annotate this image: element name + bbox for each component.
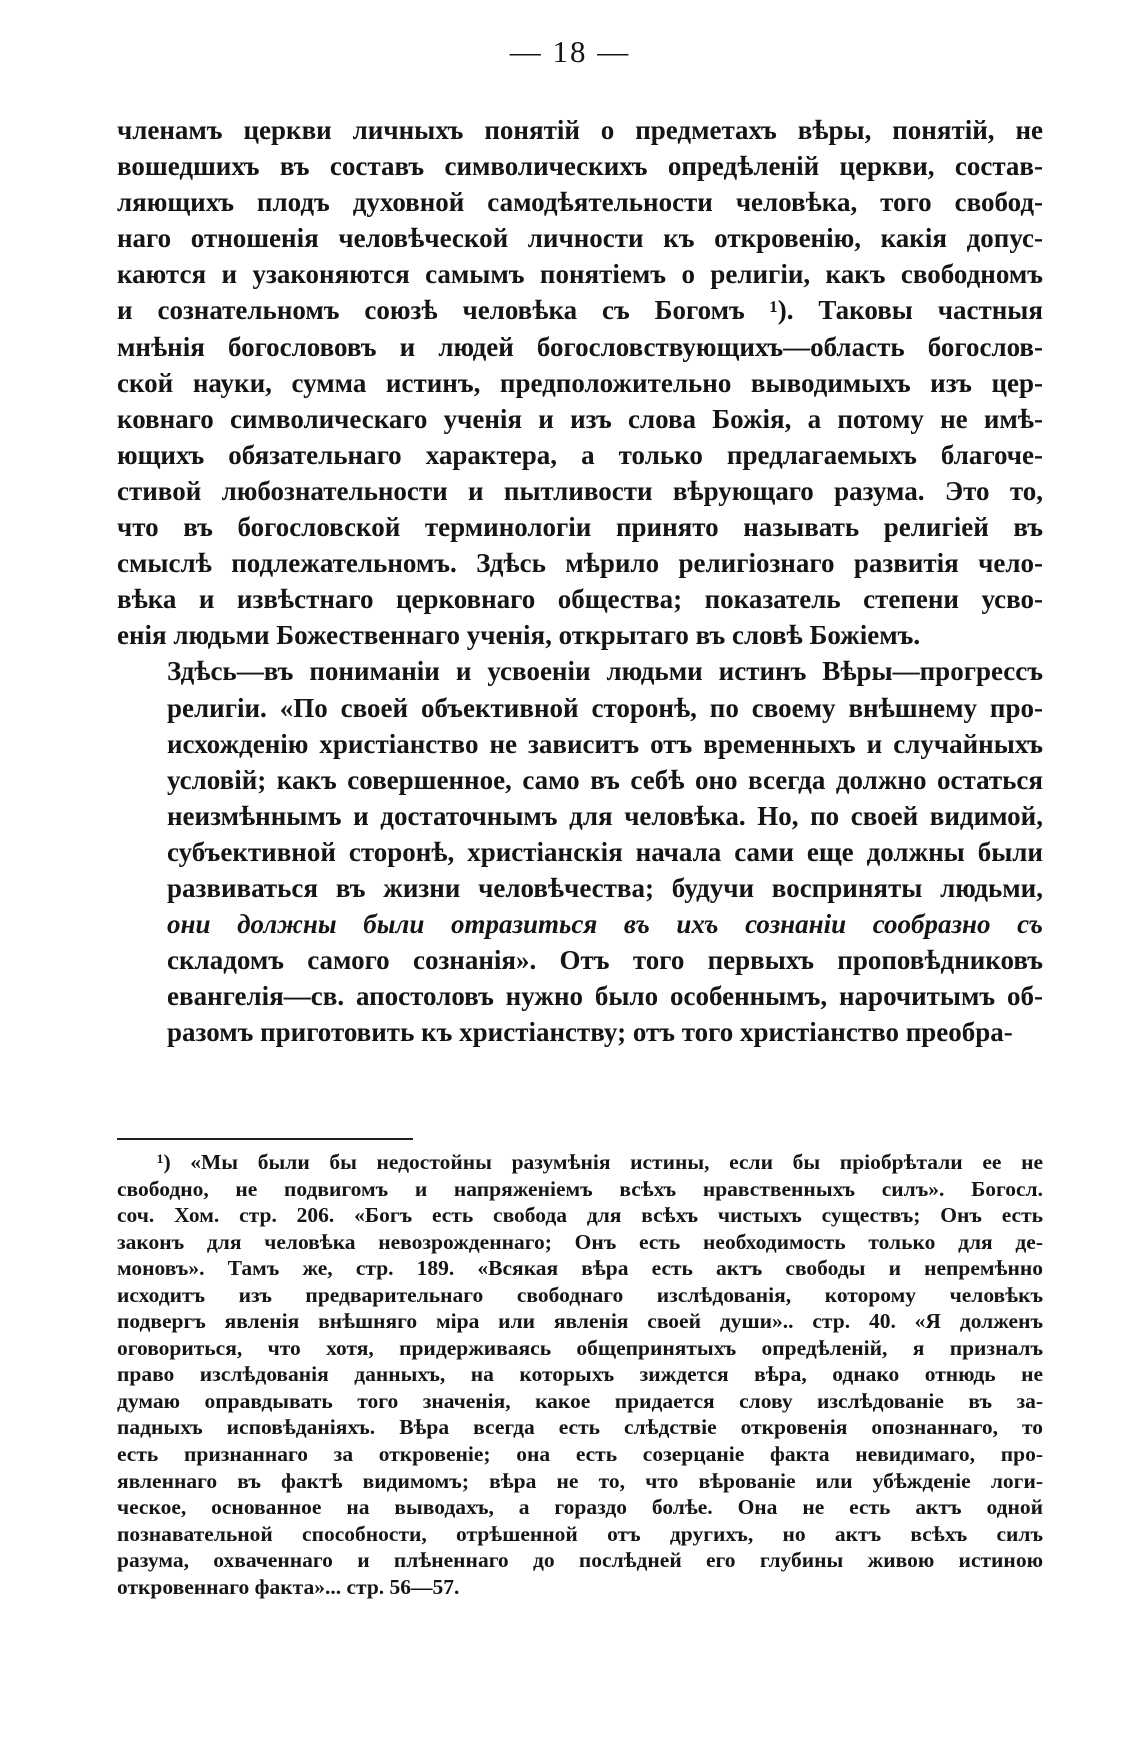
footnote-line: свободно, не подвигомъ и напряженіемъ всѣхъ нравственныхъ силъ». Богосл. (117, 1176, 1043, 1201)
paragraph-2 (117, 653, 1043, 1050)
footnote (117, 1149, 1043, 1600)
text-line: субъективной сторонѣ, христіанскія начала сами еще должны были (167, 836, 1043, 867)
text-line: вошедшихъ въ составъ символическихъ опредѣленій церкви, состав- (117, 151, 1043, 182)
text-line: что въ богословской терминологіи принято называть религіей въ (117, 512, 1043, 543)
footnote-line: подвергъ явленія внѣшняго міра или явленія своей души».. стр. 40. «Я долженъ (117, 1309, 1043, 1334)
text-line: развиваться въ жизни человѣчества; будучи восприняты людьми, (167, 872, 1043, 903)
text-line: религіи. «По своей объективной сторонѣ, по своему внѣшнему про- (167, 692, 1043, 723)
main-text (117, 112, 1043, 1050)
text-line: ющихъ обязательнаго характера, а только предлагаемыхъ благоче- (117, 439, 1043, 470)
footnote-line: падныхъ исповѣданіяхъ. Вѣра всегда есть слѣдствіе откровенія опознаннаго, то (117, 1415, 1043, 1440)
text-line-with-footnote-reference: и сознательномъ союзѣ человѣка съ Богомъ ¹). Таковы частныя (117, 295, 1043, 326)
text-line: стивой любознательности и пытливости вѣрующаго разума. Это то, (117, 475, 1043, 506)
footnote-line: исходитъ изъ предварительнаго свободнаго изслѣдованія, которому человѣкъ (117, 1282, 1043, 1307)
text-line: условій; какъ совершенное, само въ себѣ оно всегда должно остаться (167, 764, 1043, 795)
footnote-line: оговориться, что хотя, придерживаясь общепринятыхъ опредѣленій, я призналъ (117, 1335, 1043, 1360)
text-line: смыслѣ подлежательномъ. Здѣсь мѣрило религіознаго развитія чело- (117, 548, 1043, 579)
text-line: Здѣсь—въ пониманіи и усвоеніи людьми истинъ Вѣры—прогрессъ (167, 656, 1043, 687)
text-line: мнѣнія богослововъ и людей богословствующихъ—область богослов- (117, 331, 1043, 362)
text-line: вѣка и извѣстнаго церковнаго общества; показатель степени усво- (117, 584, 1043, 615)
text-line: разомъ приготовить къ христіанству; отъ того христіанство преобра- (167, 1017, 1013, 1048)
text-line: наго отношенія человѣческой личности къ откровенію, какія допус- (117, 223, 1043, 254)
text-line: ковнаго символическаго ученія и изъ слова Божія, а потому не имѣ- (117, 403, 1043, 434)
paragraph-1 (117, 112, 1043, 653)
footnote-line: моновъ». Тамъ же, стр. 189. «Всякая вѣра есть актъ свободы и непремѣнно (117, 1256, 1043, 1281)
text-line: ляющихъ плодъ духовной самодѣятельности человѣка, того свобод- (117, 187, 1043, 218)
footnote-line: разума, охваченнаго и плѣненнаго до послѣдней его глубины живою истиною (117, 1548, 1043, 1573)
text-line: енія людьми Божественнаго ученія, открытаго въ словѣ Божіемъ. (117, 620, 921, 651)
footnote-line: думаю оправдывать того значенія, какое придается слову изслѣдованіе въ за- (117, 1388, 1043, 1413)
footnote-line: соч. Хом. стр. 206. «Богъ есть свобода для всѣхъ чистыхъ существъ; Онъ есть (117, 1203, 1043, 1228)
text-line: складомъ самого сознанія». Отъ того первыхъ проповѣдниковъ (167, 945, 1043, 976)
footnote-line: ¹) «Мы были бы недостойны разумѣнія истины, если бы пріобрѣтали ее не (157, 1150, 1043, 1174)
text-line: членамъ церкви личныхъ понятій о предметахъ вѣры, понятій, не (117, 115, 1043, 145)
footnote-line: познавательной способности, отрѣшенной отъ другихъ, но актъ всѣхъ силъ (117, 1521, 1043, 1546)
text-line: исхожденію христіанство не зависитъ отъ временныхъ и случайныхъ (167, 728, 1043, 759)
italic-quote-line: они должны были отразиться въ ихъ сознаніи сообразно съ (167, 909, 1043, 940)
text-line: евангелія—св. апостоловъ нужно было особеннымъ, нарочитымъ об- (167, 981, 1043, 1012)
page-number: — 18 — (509, 34, 631, 69)
footnote-line: ческое, основанное на выводахъ, а гораздо болѣе. Она не есть актъ одной (117, 1495, 1043, 1520)
footnote-line: откровеннаго факта»... стр. 56—57. (117, 1574, 460, 1599)
footnote-line: законъ для человѣка невозрожденнаго; Онъ есть необходимость только для де- (117, 1229, 1043, 1254)
footnote-line: право изслѣдованія данныхъ, на которыхъ зиждется вѣра, однако отнюдь не (117, 1362, 1043, 1387)
text-line: ской науки, сумма истинъ, предположительно выводимыхъ изъ цер- (117, 367, 1043, 398)
text-line: неизмѣннымъ и достаточнымъ для человѣка. Но, по своей видимой, (167, 800, 1043, 831)
footnote-line: есть признаннаго за откровеніе; она есть созерцаніе факта невидимаго, про- (117, 1442, 1043, 1467)
text-line: каются и узаконяются самымъ понятіемъ о религіи, какъ свободномъ (117, 259, 1043, 290)
footnote-separator (117, 1138, 413, 1140)
footnote-line: явленнаго въ фактѣ видимомъ; вѣра не то, что вѣрованіе или убѣжденіе логи- (117, 1468, 1043, 1493)
